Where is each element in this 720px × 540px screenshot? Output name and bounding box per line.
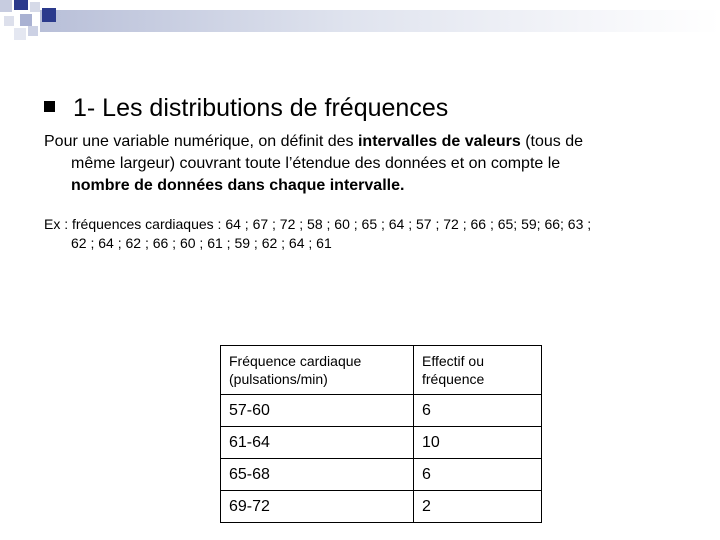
- example-line-2: 62 ; 64 ; 62 ; 66 ; 60 ; 61 ; 59 ; 62 ; 64 ; 61: [71, 235, 332, 251]
- definition-bold-text: nombre de données dans chaque intervalle.: [71, 177, 405, 194]
- banner-square: [20, 14, 32, 26]
- table-cell-count: 10: [414, 427, 542, 459]
- bullet-square-icon: [44, 101, 55, 112]
- definition-line-3: [44, 175, 684, 197]
- decorative-banner: [0, 0, 720, 46]
- table-cell-count: 6: [414, 395, 542, 427]
- table-cell-interval: 61-64: [221, 427, 414, 459]
- definition-text: (tous de: [520, 133, 584, 150]
- definition-text: Pour une variable numérique, on définit des: [44, 133, 358, 150]
- table-cell-interval: 57-60: [221, 395, 414, 427]
- banner-square: [28, 26, 38, 36]
- table-header-cell: Fréquence cardiaque (pulsations/min): [221, 346, 414, 395]
- definition-line-2: même largeur) couvrant toute l’étendue des données et on compte le: [71, 155, 561, 172]
- definition-bold-text: intervalles de valeurs: [357, 133, 521, 150]
- table-header-cell: Effectif ou fréquence: [414, 346, 542, 395]
- table-cell-interval: 69-72: [221, 491, 414, 523]
- example-data: [44, 215, 694, 253]
- table-row: [221, 427, 542, 459]
- table-cell-count: 6: [414, 459, 542, 491]
- definition-line-1: [44, 131, 684, 153]
- banner-square: [0, 0, 12, 12]
- example-line-1: Ex : fréquences cardiaques : 64 ; 67 ; 72 ; 58 ; 60 ; 65 ; 64 ; 57 ; 72 ; 66 ; 65; 59; 66; 63 ;: [44, 216, 592, 232]
- table-cell-interval: 65-68: [221, 459, 414, 491]
- table-row: [221, 395, 542, 427]
- banner-square: [4, 16, 14, 26]
- table-row: [221, 459, 542, 491]
- title-text: 1- Les distributions de fréquences: [73, 94, 449, 122]
- banner-square: [42, 8, 56, 22]
- table-header-row: [221, 346, 542, 395]
- definition-paragraph: [44, 131, 684, 197]
- slide-title: [44, 92, 704, 124]
- banner-square: [30, 2, 40, 12]
- banner-square: [14, 0, 28, 10]
- table-cell-count: 2: [414, 491, 542, 523]
- table-row: [221, 491, 542, 523]
- frequency-table: [220, 345, 542, 523]
- banner-gradient: [40, 10, 720, 32]
- banner-square: [14, 28, 26, 40]
